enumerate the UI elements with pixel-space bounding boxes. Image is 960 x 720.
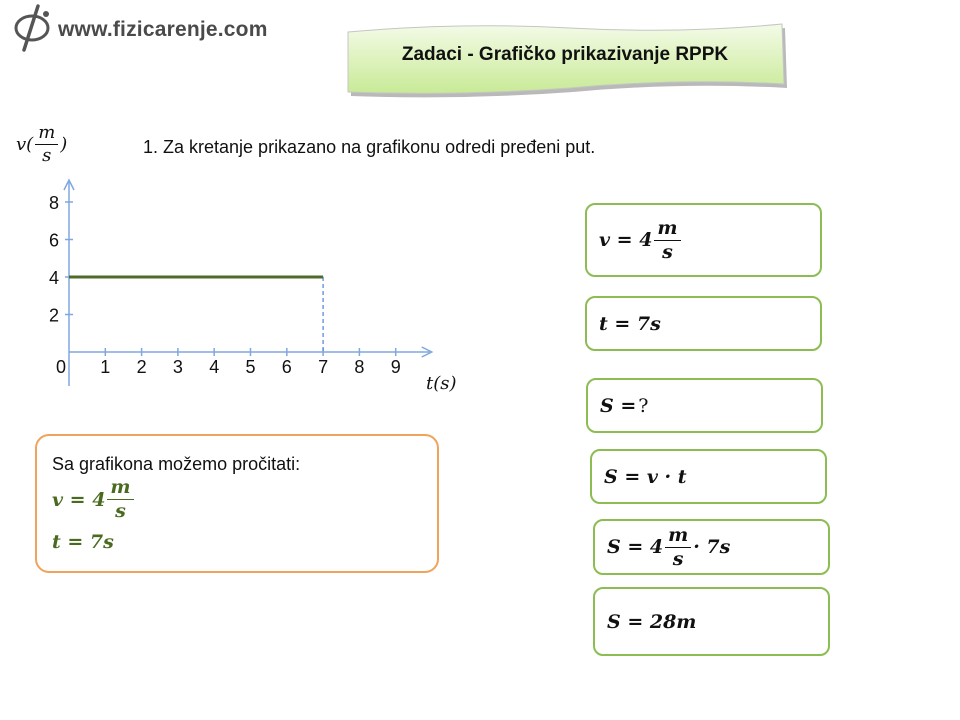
solution-time-value: t = 7s (599, 312, 661, 335)
x-tick-label: 1 (100, 357, 111, 377)
solution-formula-box (590, 449, 827, 504)
x-tick-label: 4 (209, 357, 220, 377)
x-tick-label: 6 (281, 357, 292, 377)
reading-velocity-unit-den: s (115, 500, 126, 522)
reading-box (35, 434, 439, 573)
solution-unknown-left: S = (600, 394, 637, 417)
solution-velocity-value: v = 4 (599, 229, 653, 251)
x-tick-label: 9 (390, 357, 401, 377)
y-tick-label: 2 (48, 305, 59, 326)
y-tick-label: 4 (48, 268, 59, 288)
x-tick-label: 7 (318, 357, 329, 377)
solution-substitution-left: S = 4 (607, 536, 664, 558)
x-tick-label: 2 (136, 357, 147, 377)
solution-substitution-unit-num: m (665, 526, 691, 548)
solution-formula: S = v · t (604, 465, 687, 488)
solution-velocity-box (585, 203, 822, 277)
reading-title: Sa grafikona možemo pročitati: (52, 454, 301, 474)
x-tick-label: 3 (172, 357, 183, 377)
solution-substitution-unit-den: s (672, 547, 684, 570)
y-tick-label: 8 (48, 193, 59, 213)
solution-velocity-unit-den: s (662, 240, 673, 263)
reading-time: t = 7s (52, 531, 114, 553)
solution-substitution-right: · 7s (693, 536, 731, 558)
x-axis-label: t(s) (426, 373, 457, 394)
solution-time-box (585, 296, 822, 351)
site-url[interactable]: www.fizicarenje.com (58, 18, 268, 41)
reading-velocity-value: v = 4 (52, 488, 106, 511)
x-tick-label: 0 (55, 357, 67, 377)
solution-result: S = 28m (607, 610, 697, 633)
x-tick-label: 8 (354, 357, 365, 377)
y-axis-label: v( $\frac{m}{s}$ ) (16, 122, 68, 166)
solution-substitution-box (593, 519, 830, 575)
solution-unknown-question: ? (638, 394, 649, 417)
solution-unknown-box (586, 378, 823, 433)
solution-result-box (593, 587, 830, 656)
y-tick-label: 6 (48, 230, 59, 251)
reading-velocity-unit-num: m (107, 478, 133, 500)
page-title: Zadaci - Grafičko prikazivanje RPPK (401, 44, 729, 65)
question-text: 1. Za kretanje prikazano na grafikonu odredi pređeni put. (143, 137, 596, 157)
reading-velocity (52, 478, 136, 521)
x-tick-label: 5 (245, 357, 256, 377)
solution-velocity-unit-num: m (654, 219, 680, 241)
